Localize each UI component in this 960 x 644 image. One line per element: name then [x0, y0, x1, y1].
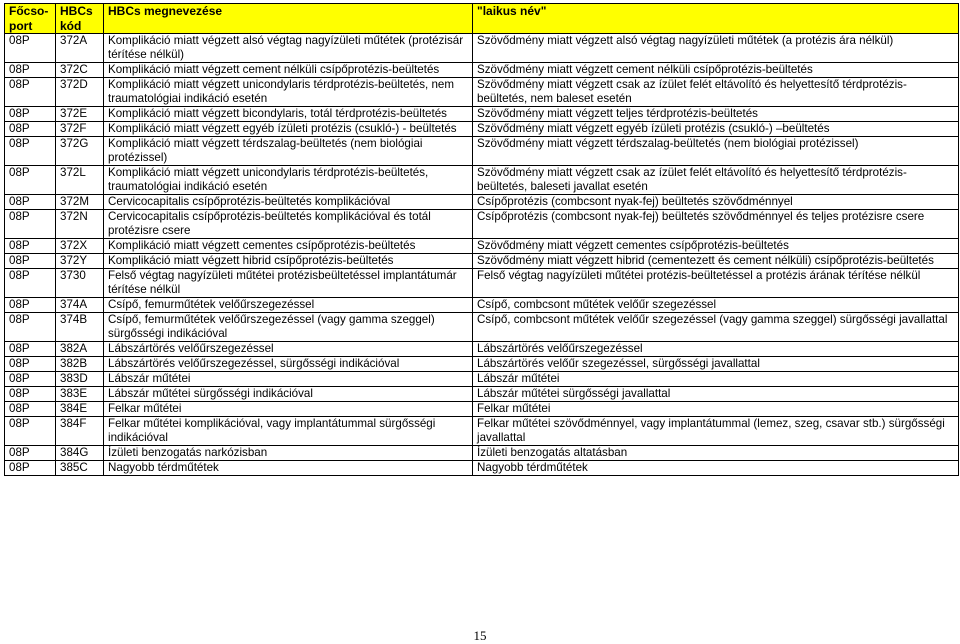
cell-laikus-nev: Szövődmény miatt végzett cement nélküli csípőprotézis-beültetés [473, 63, 959, 78]
table-row [5, 269, 959, 298]
cell-hbcs-kod: 372Y [56, 254, 104, 269]
cell-hbcs-kod: 384F [56, 417, 104, 446]
table-row [5, 387, 959, 402]
table-row [5, 78, 959, 107]
table-body [5, 34, 959, 476]
cell-focsoport: 08P [5, 446, 56, 461]
cell-hbcs-megnevezese: Komplikáció miatt végzett cementes csípőprotézis-beültetés [104, 239, 473, 254]
cell-laikus-nev: Szövődmény miatt végzett térdszalag-beültetés (nem biológiai protézissel) [473, 137, 959, 166]
cell-hbcs-kod: 374B [56, 313, 104, 342]
cell-focsoport: 08P [5, 461, 56, 476]
cell-laikus-nev: Felkar műtétei [473, 402, 959, 417]
cell-focsoport: 08P [5, 313, 56, 342]
cell-laikus-nev: Felső végtag nagyízületi műtétei protézis-beültetéssel a protézis árának térítése nélkül [473, 269, 959, 298]
cell-laikus-nev: Szövődmény miatt végzett cementes csípőprotézis-beültetés [473, 239, 959, 254]
header-hbcs-megnevezese: HBCs megnevezése [104, 4, 473, 34]
cell-laikus-nev: Szövődmény miatt végzett hibrid (cementezett és cement nélküli) csípőprotézis-beültetés [473, 254, 959, 269]
cell-laikus-nev: Csípőprotézis (combcsont nyak-fej) beültetés szövődménnyel és teljes protézisre csere [473, 210, 959, 239]
cell-hbcs-kod: 384G [56, 446, 104, 461]
cell-focsoport: 08P [5, 107, 56, 122]
cell-hbcs-megnevezese: Komplikáció miatt végzett bicondylaris, totál térdprotézis-beültetés [104, 107, 473, 122]
cell-hbcs-kod: 372D [56, 78, 104, 107]
cell-hbcs-megnevezese: Komplikáció miatt végzett alsó végtag nagyízületi műtétek (protézisár térítése nélkül) [104, 34, 473, 63]
cell-laikus-nev: Szövődmény miatt végzett egyéb ízületi protézis (csukló-) –beültetés [473, 122, 959, 137]
cell-hbcs-kod: 372E [56, 107, 104, 122]
cell-hbcs-megnevezese: Ízületi benzogatás narkózisban [104, 446, 473, 461]
cell-focsoport: 08P [5, 417, 56, 446]
table-row [5, 137, 959, 166]
table-row [5, 357, 959, 372]
cell-focsoport: 08P [5, 298, 56, 313]
cell-hbcs-megnevezese: Csípő, femurműtétek velőűrszegezéssel [104, 298, 473, 313]
cell-focsoport: 08P [5, 357, 56, 372]
cell-focsoport: 08P [5, 239, 56, 254]
table-row [5, 210, 959, 239]
cell-hbcs-kod: 382B [56, 357, 104, 372]
table-row [5, 107, 959, 122]
cell-laikus-nev: Csípő, combcsont műtétek velőűr szegezéssel (vagy gamma szeggel) sürgősségi javallattal [473, 313, 959, 342]
table-row [5, 313, 959, 342]
cell-laikus-nev: Lábszártörés velőűrszegezéssel [473, 342, 959, 357]
table-row [5, 417, 959, 446]
cell-laikus-nev: Lábszártörés velőűr szegezéssel, sürgősségi javallattal [473, 357, 959, 372]
table-row [5, 195, 959, 210]
cell-hbcs-megnevezese: Komplikáció miatt végzett unicondylaris térdprotézis-beültetés, nem traumatológiai indikáció esetén [104, 78, 473, 107]
cell-hbcs-megnevezese: Komplikáció miatt végzett cement nélküli csípőprotézis-beültetés [104, 63, 473, 78]
cell-laikus-nev: Csípő, combcsont műtétek velőűr szegezéssel [473, 298, 959, 313]
cell-hbcs-kod: 372L [56, 166, 104, 195]
cell-hbcs-megnevezese: Cervicocapitalis csípőprotézis-beültetés komplikációval [104, 195, 473, 210]
table-row [5, 34, 959, 63]
table-row [5, 446, 959, 461]
cell-hbcs-kod: 384E [56, 402, 104, 417]
cell-laikus-nev: Szövődmény miatt végzett alsó végtag nagyízületi műtétek (a protézis ára nélkül) [473, 34, 959, 63]
table-row [5, 122, 959, 137]
table-row [5, 298, 959, 313]
cell-hbcs-kod: 372C [56, 63, 104, 78]
cell-focsoport: 08P [5, 269, 56, 298]
cell-focsoport: 08P [5, 195, 56, 210]
cell-focsoport: 08P [5, 63, 56, 78]
cell-laikus-nev: Szövődmény miatt végzett csak az ízület felét eltávolító és helyettesítő térdprotézis-beültetés, nem baleset esetén [473, 78, 959, 107]
cell-hbcs-megnevezese: Felső végtag nagyízületi műtétei protézisbeültetéssel implantátumár térítése nélkül [104, 269, 473, 298]
cell-laikus-nev: Csípőprotézis (combcsont nyak-fej) beültetés szövődménnyel [473, 195, 959, 210]
cell-hbcs-megnevezese: Lábszártörés velőűrszegezéssel, sürgősségi indikációval [104, 357, 473, 372]
cell-hbcs-kod: 382A [56, 342, 104, 357]
cell-hbcs-kod: 385C [56, 461, 104, 476]
cell-hbcs-kod: 383D [56, 372, 104, 387]
header-laikus-nev: "laikus név" [473, 4, 959, 34]
hbcs-table [4, 3, 959, 476]
cell-hbcs-kod: 3730 [56, 269, 104, 298]
cell-hbcs-kod: 372F [56, 122, 104, 137]
cell-hbcs-megnevezese: Felkar műtétei komplikációval, vagy implantátummal sürgősségi indikációval [104, 417, 473, 446]
cell-laikus-nev: Lábszár műtétei [473, 372, 959, 387]
cell-hbcs-kod: 372M [56, 195, 104, 210]
cell-laikus-nev: Felkar műtétei szövődménnyel, vagy implantátummal (lemez, szeg, csavar stb.) sürgősségi javallattal [473, 417, 959, 446]
cell-hbcs-kod: 372N [56, 210, 104, 239]
cell-hbcs-kod: 372X [56, 239, 104, 254]
cell-hbcs-megnevezese: Lábszár műtétei [104, 372, 473, 387]
cell-focsoport: 08P [5, 387, 56, 402]
table-row [5, 63, 959, 78]
header-focsoport: Főcso-port [5, 4, 56, 34]
cell-focsoport: 08P [5, 78, 56, 107]
cell-hbcs-megnevezese: Felkar műtétei [104, 402, 473, 417]
table-row [5, 254, 959, 269]
cell-focsoport: 08P [5, 402, 56, 417]
table-row [5, 166, 959, 195]
header-hbcs-kod: HBCs kód [56, 4, 104, 34]
cell-hbcs-megnevezese: Cervicocapitalis csípőprotézis-beültetés komplikációval és totál protézisre csere [104, 210, 473, 239]
cell-hbcs-megnevezese: Csípő, femurműtétek velőűrszegezéssel (vagy gamma szeggel) sürgősségi indikációval [104, 313, 473, 342]
cell-laikus-nev: Lábszár műtétei sürgősségi javallattal [473, 387, 959, 402]
page-number: 15 [473, 628, 487, 643]
header-row [5, 4, 959, 34]
cell-hbcs-megnevezese: Komplikáció miatt végzett egyéb ízületi protézis (csukló-) - beültetés [104, 122, 473, 137]
cell-focsoport: 08P [5, 210, 56, 239]
table-row [5, 461, 959, 476]
table-row [5, 342, 959, 357]
table-row [5, 402, 959, 417]
cell-focsoport: 08P [5, 166, 56, 195]
table-row [5, 239, 959, 254]
cell-hbcs-megnevezese: Komplikáció miatt végzett unicondylaris térdprotézis-beültetés, traumatológiai indikáció esetén [104, 166, 473, 195]
cell-laikus-nev: Ízületi benzogatás altatásban [473, 446, 959, 461]
cell-focsoport: 08P [5, 342, 56, 357]
cell-hbcs-kod: 372A [56, 34, 104, 63]
cell-laikus-nev: Szövődmény miatt végzett csak az ízület felét eltávolító és helyettesítő térdprotézis-beültetés, baleseti javallat esetén [473, 166, 959, 195]
cell-hbcs-kod: 372G [56, 137, 104, 166]
table-row [5, 372, 959, 387]
cell-focsoport: 08P [5, 122, 56, 137]
cell-hbcs-kod: 374A [56, 298, 104, 313]
cell-hbcs-megnevezese: Lábszártörés velőűrszegezéssel [104, 342, 473, 357]
cell-hbcs-kod: 383E [56, 387, 104, 402]
cell-hbcs-megnevezese: Komplikáció miatt végzett hibrid csípőprotézis-beültetés [104, 254, 473, 269]
cell-hbcs-megnevezese: Komplikáció miatt végzett térdszalag-beültetés (nem biológiai protézissel) [104, 137, 473, 166]
cell-focsoport: 08P [5, 254, 56, 269]
cell-focsoport: 08P [5, 34, 56, 63]
cell-laikus-nev: Nagyobb térdműtétek [473, 461, 959, 476]
cell-focsoport: 08P [5, 137, 56, 166]
cell-focsoport: 08P [5, 372, 56, 387]
cell-hbcs-megnevezese: Nagyobb térdműtétek [104, 461, 473, 476]
cell-hbcs-megnevezese: Lábszár műtétei sürgősségi indikációval [104, 387, 473, 402]
cell-laikus-nev: Szövődmény miatt végzett teljes térdprotézis-beültetés [473, 107, 959, 122]
